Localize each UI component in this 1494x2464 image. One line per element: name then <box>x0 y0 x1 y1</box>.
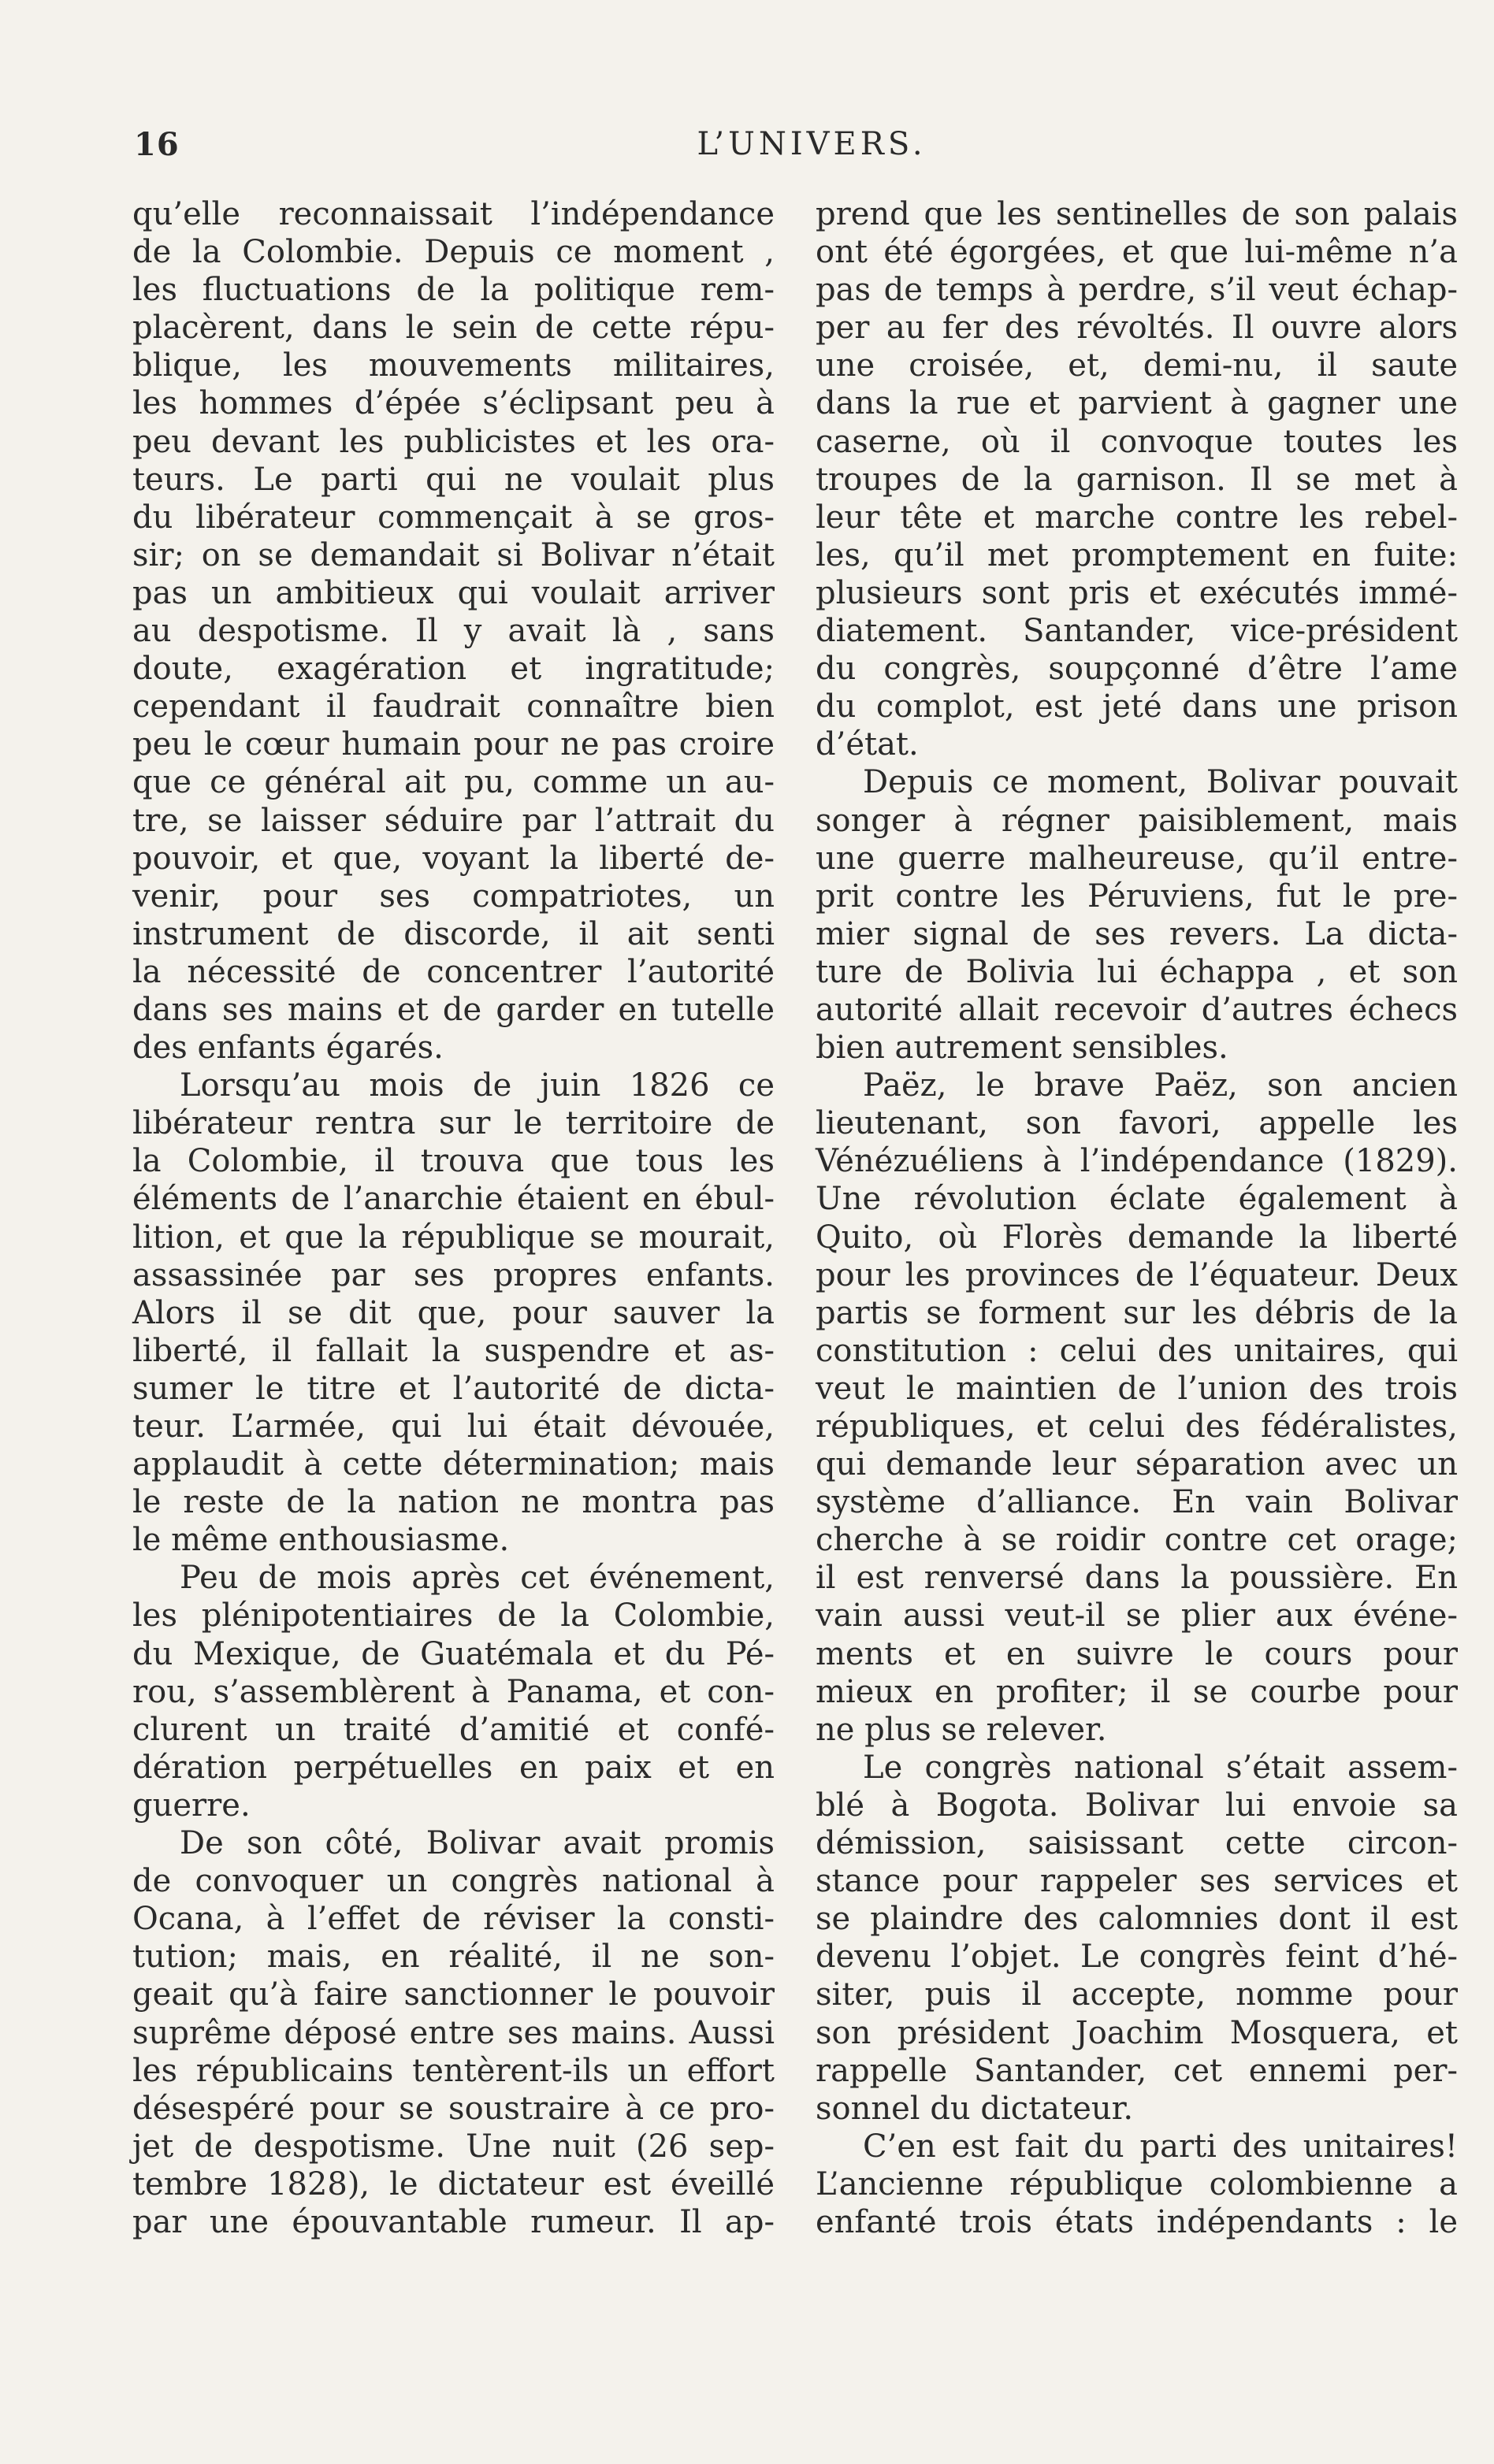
text-line: mier signal de ses revers. La dicta- <box>816 915 1458 952</box>
text-line: qu’elle reconnaissait l’indépendance <box>132 196 775 232</box>
text-line: de convoquer un congrès national à <box>132 1863 775 1900</box>
text-line: De son côté, Bolivar avait promis <box>180 1825 775 1862</box>
text-line: libérateur rentra sur le territoire de <box>132 1105 775 1142</box>
text-line: désespéré pour se soustraire à ce pro- <box>132 2090 775 2127</box>
text-line: du congrès, soupçonné d’être l’ame <box>816 651 1458 688</box>
text-line: vain aussi veut-il se plier aux événe- <box>816 1598 1458 1635</box>
text-line: le reste de la nation ne montra pas <box>132 1484 775 1521</box>
text-line: Depuis ce moment, Bolivar pouvait <box>863 764 1458 801</box>
text-line: la Colombie, il trouva que tous les <box>132 1143 775 1180</box>
text-line: pas de temps à perdre, s’il veut échap- <box>816 272 1458 309</box>
text-line: lieutenant, son favori, appelle les <box>816 1105 1458 1142</box>
text-line: une croisée, et, demi-nu, il saute <box>816 347 1458 384</box>
text-line: peu devant les publicistes et les ora- <box>132 423 775 460</box>
text-line: partis se forment sur les débris de la <box>816 1294 1458 1331</box>
text-line: troupes de la garnison. Il se met à <box>816 461 1458 498</box>
text-line: du complot, est jeté dans une prison <box>816 688 1458 725</box>
text-line: ture de Bolivia lui échappa , et son <box>816 953 1458 990</box>
text-line: les républicains tentèrent-ils un effort <box>132 2052 775 2089</box>
text-line: de la Colombie. Depuis ce moment , <box>132 234 775 271</box>
text-line: cependant il faudrait connaître bien <box>132 688 775 725</box>
text-line: éléments de l’anarchie étaient en ébul- <box>132 1181 775 1218</box>
text-line: que ce général ait pu, comme un au- <box>132 764 775 801</box>
text-line: caserne, où il convoque toutes les <box>816 423 1458 460</box>
text-line: système d’alliance. En vain Bolivar <box>816 1484 1458 1521</box>
text-line: jet de despotisme. Une nuit (26 sep- <box>132 2128 775 2165</box>
text-line: Ocana, à l’effet de réviser la consti- <box>132 1901 775 1938</box>
text-line: tembre 1828), le dictateur est éveillé <box>132 2165 775 2202</box>
text-line: C’en est fait du parti des unitaires! <box>863 2128 1458 2165</box>
text-line: les fluctuations de la politique rem- <box>132 272 775 309</box>
text-line: devenu l’objet. Le congrès feint d’hé- <box>816 1939 1458 1976</box>
text-line: diatement. Santander, vice-président <box>816 613 1458 650</box>
text-line: pouvoir, et que, voyant la liberté de- <box>132 840 775 877</box>
text-line: le même enthousiasme. <box>132 1522 510 1559</box>
text-line: clurent un traité d’amitié et confé- <box>132 1711 775 1748</box>
text-line: prit contre les Péruviens, fut le pre- <box>816 878 1458 915</box>
text-line: leur tête et marche contre les rebel- <box>816 499 1458 536</box>
text-line: lition, et que la république se mourait, <box>132 1219 775 1256</box>
text-line: sir; on se demandait si Bolivar n’était <box>132 536 775 573</box>
text-line: constitution : celui des unitaires, qui <box>816 1332 1458 1369</box>
text-line: tution; mais, en réalité, il ne son- <box>132 1939 775 1976</box>
text-line: se plaindre des calomnies dont il est <box>816 1901 1458 1938</box>
text-line: songer à régner paisiblement, mais <box>816 802 1458 839</box>
text-line: la nécessité de concentrer l’autorité <box>132 953 775 990</box>
text-line: cherche à se roidir contre cet orage; <box>816 1522 1458 1559</box>
text-line: les plénipotentiaires de la Colombie, <box>132 1598 775 1635</box>
page-header <box>134 126 1458 173</box>
text-line: plusieurs sont pris et exécutés immé- <box>816 574 1458 611</box>
text-line: son président Joachim Mosquera, et <box>816 2014 1458 2051</box>
text-line: Alors il se dit que, pour sauver la <box>132 1294 775 1331</box>
text-line: républiques, et celui des fédéralistes, <box>816 1408 1458 1445</box>
text-line: suprême déposé entre ses mains. Aussi <box>132 2014 775 2051</box>
text-line: il est renversé dans la poussière. En <box>816 1560 1458 1597</box>
text-line: prend que les sentinelles de son palais <box>816 196 1458 232</box>
text-line: applaudit à cette détermination; mais <box>132 1446 775 1483</box>
text-line: d’état. <box>816 726 919 763</box>
text-line: mieux en profiter; il se courbe pour <box>816 1673 1458 1710</box>
text-line: pas un ambitieux qui voulait arriver <box>132 574 775 611</box>
text-line: placèrent, dans le sein de cette répu- <box>132 310 775 347</box>
text-line: sonnel du dictateur. <box>816 2090 1134 2127</box>
text-line: siter, puis il accepte, nomme pour <box>816 1976 1458 2013</box>
text-line: L’ancienne république colombienne a <box>816 2165 1458 2202</box>
running-title: L’UNIVERS. <box>697 126 927 162</box>
text-line: per au fer des révoltés. Il ouvre alors <box>816 310 1458 347</box>
text-line: enfanté trois états indépendants : le <box>816 2203 1458 2240</box>
text-line: dans ses mains et de garder en tutelle <box>132 991 775 1028</box>
text-line: ont été égorgées, et que lui-même n’a <box>816 234 1458 271</box>
text-line: Paëz, le brave Paëz, son ancien <box>863 1067 1458 1104</box>
text-line: du Mexique, de Guatémala et du Pé- <box>132 1635 775 1672</box>
text-line: Vénézuéliens à l’indépendance (1829). <box>816 1143 1458 1180</box>
text-line: veut le maintien de l’union des trois <box>816 1370 1458 1407</box>
right-column <box>816 195 1458 2241</box>
text-line: venir, pour ses compatriotes, un <box>132 878 775 915</box>
text-line: doute, exagération et ingratitude; <box>132 651 775 688</box>
text-line: par une épouvantable rumeur. Il ap- <box>132 2203 775 2240</box>
text-line: assassinée par ses propres enfants. <box>132 1256 775 1293</box>
text-line: instrument de discorde, il ait senti <box>132 915 775 952</box>
text-line: bien autrement sensibles. <box>816 1030 1228 1067</box>
text-line: une guerre malheureuse, qu’il entre- <box>816 840 1458 877</box>
text-line: blique, les mouvements militaires, <box>132 347 775 384</box>
text-line: les hommes d’épée s’éclipsant peu à <box>132 385 775 422</box>
text-line: rappelle Santander, cet ennemi per- <box>816 2052 1458 2089</box>
text-line: liberté, il fallait la suspendre et as- <box>132 1332 775 1369</box>
text-line: sumer le titre et l’autorité de dicta- <box>132 1370 775 1407</box>
text-line: teur. L’armée, qui lui était dévouée, <box>132 1408 775 1445</box>
page-number: 16 <box>134 126 180 163</box>
text-line: du libérateur commençait à se gros- <box>132 499 775 536</box>
text-line: blé à Bogota. Bolivar lui envoie sa <box>816 1787 1458 1824</box>
text-line: peu le cœur humain pour ne pas croire <box>132 726 775 763</box>
text-line: guerre. <box>132 1787 251 1824</box>
text-line: teurs. Le parti qui ne voulait plus <box>132 461 775 498</box>
text-line: Une révolution éclate également à <box>816 1181 1458 1218</box>
text-line: dans la rue et parvient à gagner une <box>816 385 1458 422</box>
text-line: rou, s’assemblèrent à Panama, et con- <box>132 1673 775 1710</box>
text-line: ne plus se relever. <box>816 1711 1107 1748</box>
text-line: autorité allait recevoir d’autres échecs <box>816 991 1458 1028</box>
text-line: dération perpétuelles en paix et en <box>132 1749 775 1786</box>
text-line: tre, se laisser séduire par l’attrait du <box>132 802 775 839</box>
text-line: Le congrès national s’était assem- <box>863 1749 1458 1786</box>
text-line: démission, saisissant cette circon- <box>816 1825 1458 1862</box>
text-line: geait qu’à faire sanctionner le pouvoir <box>132 1976 775 2013</box>
text-line: Quito, où Florès demande la liberté <box>816 1219 1458 1256</box>
text-line: Peu de mois après cet événement, <box>180 1560 775 1597</box>
left-column <box>132 195 775 2241</box>
text-line: pour les provinces de l’équateur. Deux <box>816 1256 1458 1293</box>
text-line: qui demande leur séparation avec un <box>816 1446 1458 1483</box>
text-line: ments et en suivre le cours pour <box>816 1635 1458 1672</box>
text-line: au despotisme. Il y avait là , sans <box>132 613 775 650</box>
text-line: des enfants égarés. <box>132 1030 444 1067</box>
text-line: les, qu’il met promptement en fuite: <box>816 536 1458 573</box>
text-line: Lorsqu’au mois de juin 1826 ce <box>180 1067 775 1104</box>
text-line: stance pour rappeler ses services et <box>816 1863 1458 1900</box>
